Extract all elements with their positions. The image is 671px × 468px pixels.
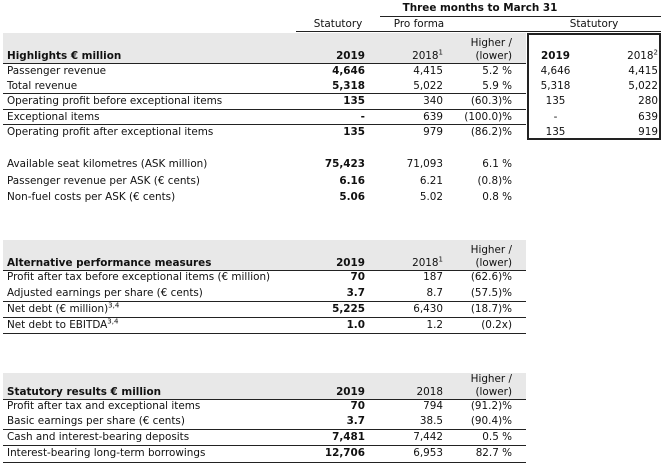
statutory-col-2018: 2018$^2$ [627, 48, 658, 62]
stat-value-2019: 4,646 [540, 65, 571, 77]
row-rule [3, 109, 526, 110]
value-2018: 1.2 [426, 319, 443, 331]
value-change: (90.4)% [470, 415, 512, 427]
highlights-header-rule [3, 63, 526, 64]
row-rule [3, 462, 526, 463]
value-2019: 70 [350, 400, 365, 412]
value-change: 5.2 % [482, 65, 512, 77]
row-label: Adjusted earnings per share (€ cents) [7, 287, 203, 299]
row-label: Net debt (€ million)$^{3,4}$ [7, 301, 120, 315]
row-label: Total revenue [7, 80, 78, 92]
highlights-col-2018: 2018$^1$ [412, 48, 443, 62]
highlights-col-change-2: (lower) [475, 50, 512, 62]
row-label: Passenger revenue per ASK (€ cents) [7, 175, 200, 187]
value-2018: 979 [423, 126, 443, 138]
value-2018: 8.7 [426, 287, 443, 299]
value-change: (62.6)% [470, 271, 512, 283]
value-2019: 3.7 [346, 287, 365, 299]
value-2019: 5.06 [339, 191, 365, 203]
row-label: Non-fuel costs per ASK (€ cents) [7, 191, 176, 203]
row-label: Exceptional items [7, 111, 100, 123]
value-2018: 7,442 [413, 431, 443, 443]
value-2019: 4,646 [332, 65, 365, 77]
value-change: (18.7)% [470, 303, 512, 315]
stat-value-2018: 639 [638, 111, 658, 123]
value-change: 0.5 % [482, 431, 512, 443]
value-change: 5.9 % [482, 80, 512, 92]
row-label: Profit after tax and exceptional items [7, 400, 201, 412]
statutory-col-2019: 2019 [541, 50, 570, 62]
apm-col-2019: 2019 [336, 257, 365, 269]
statutory-title: Statutory results € million [7, 386, 161, 398]
row-rule [3, 301, 526, 302]
value-2019: 7,481 [332, 431, 365, 443]
stat-value-2019: - [553, 111, 558, 123]
value-2019: 3.7 [346, 415, 365, 427]
apm-col-2018: 2018$^1$ [412, 255, 443, 269]
value-2019: 70 [350, 271, 365, 283]
value-change: (86.2)% [470, 126, 512, 138]
row-rule [3, 93, 526, 94]
statutory-header-right: Statutory [569, 18, 619, 30]
value-2018: 187 [423, 271, 443, 283]
value-2018: 639 [423, 111, 443, 123]
value-change: (60.3)% [470, 95, 512, 107]
period-underline [380, 16, 661, 17]
value-change: (100.0)% [464, 111, 512, 123]
period-header: Three months to March 31 [402, 2, 558, 14]
value-change: (0.8)% [477, 175, 512, 187]
stat-value-2018: 280 [638, 95, 658, 107]
row-label: Basic earnings per share (€ cents) [7, 415, 185, 427]
row-label: Interest-bearing long-term borrowings [7, 447, 206, 459]
statutory-header-left: Statutory [313, 18, 363, 30]
value-2019: 12,706 [324, 447, 365, 459]
row-rule [3, 429, 526, 430]
row-label: Operating profit after exceptional items [7, 126, 214, 138]
row-rule [3, 317, 526, 318]
value-2018: 6,430 [413, 303, 443, 315]
row-rule [3, 333, 526, 334]
row-rule [3, 124, 526, 125]
value-2018: 340 [423, 95, 443, 107]
statutory-col-change-2: (lower) [475, 386, 512, 398]
row-label: Cash and interest-bearing deposits [7, 431, 190, 443]
apm-col-change-2: (lower) [475, 257, 512, 269]
value-change: (0.2x) [481, 319, 512, 331]
value-2018: 5,022 [413, 80, 443, 92]
row-label: Operating profit before exceptional items [7, 95, 223, 107]
pro-forma-header: Pro forma [393, 18, 445, 30]
row-label: Net debt to EBITDA$^{3,4}$ [7, 317, 119, 331]
statutory-col-change-1: Higher / [470, 373, 512, 385]
value-2019: 135 [343, 95, 365, 107]
stat-value-2018: 4,415 [628, 65, 658, 77]
value-2018: 794 [423, 400, 443, 412]
statutory-results-col-2019: 2019 [336, 386, 365, 398]
value-2019: 1.0 [346, 319, 365, 331]
value-2019: 135 [343, 126, 365, 138]
stat-value-2019: 5,318 [540, 80, 571, 92]
value-2019: 5,225 [332, 303, 365, 315]
apm-col-change-1: Higher / [470, 244, 512, 256]
value-2018: 6.21 [419, 175, 443, 187]
value-change: (57.5)% [470, 287, 512, 299]
value-2019: 5,318 [332, 80, 365, 92]
apm-title: Alternative performance measures [7, 257, 212, 269]
row-label: Profit after tax before exceptional items (€ million) [7, 271, 271, 283]
value-2019: - [360, 111, 365, 123]
statutory-results-col-2018: 2018 [416, 386, 443, 398]
value-change: (91.2)% [470, 400, 512, 412]
highlights-col-change-1: Higher / [470, 37, 512, 49]
stat-value-2018: 919 [638, 126, 658, 138]
stat-value-2019: 135 [545, 126, 566, 138]
value-2018: 38.5 [419, 415, 443, 427]
value-2018: 4,415 [413, 65, 443, 77]
value-change: 0.8 % [482, 191, 512, 203]
row-rule [3, 445, 526, 446]
stat-value-2018: 5,022 [628, 80, 658, 92]
value-2018: 71,093 [406, 158, 443, 170]
value-change: 6.1 % [482, 158, 512, 170]
value-change: 82.7 % [475, 447, 512, 459]
highlights-col-2019: 2019 [336, 50, 365, 62]
highlights-title: Highlights € million [7, 50, 122, 62]
value-2018: 6,953 [413, 447, 443, 459]
stat-value-2019: 135 [545, 95, 566, 107]
row-label: Passenger revenue [7, 65, 107, 77]
value-2019: 6.16 [339, 175, 365, 187]
value-2018: 5.02 [419, 191, 443, 203]
value-2019: 75,423 [324, 158, 365, 170]
row-label: Available seat kilometres (ASK million) [7, 158, 208, 170]
header-rule [296, 31, 661, 32]
